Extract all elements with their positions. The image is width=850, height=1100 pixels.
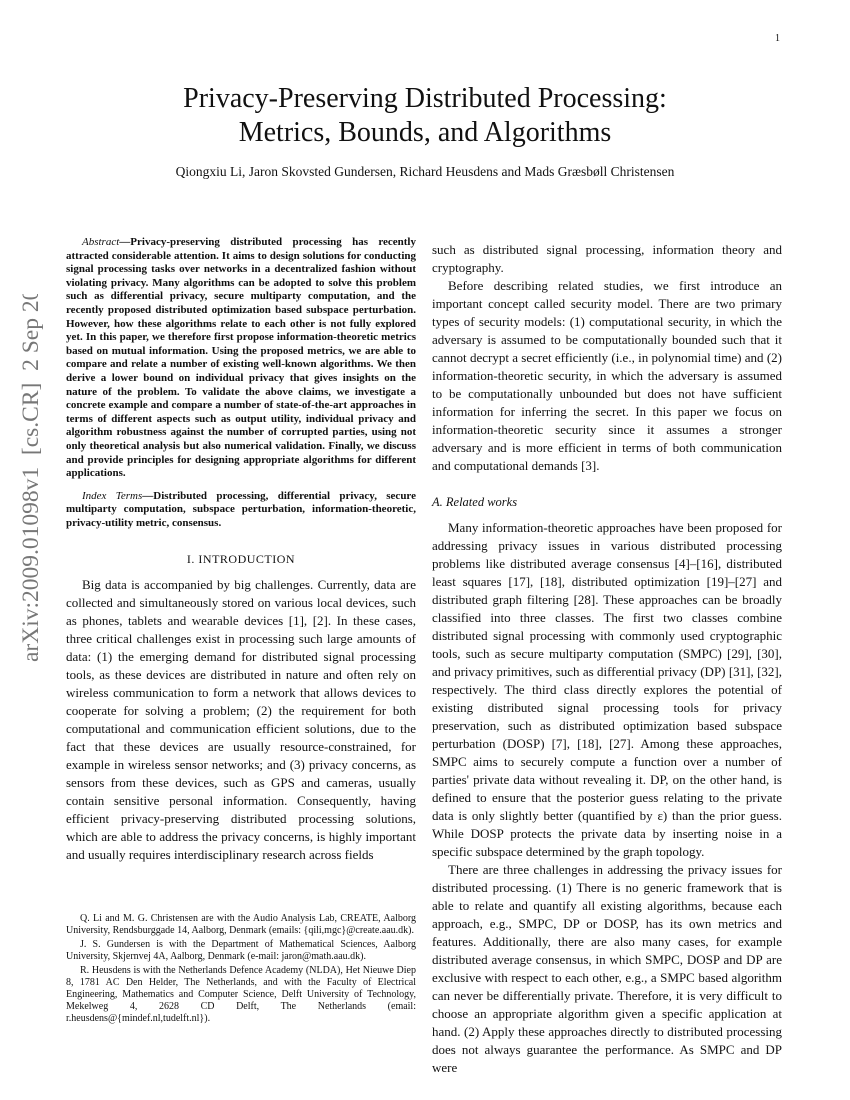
footnote-heusdens: R. Heusdens is with the Netherlands Defence Academy (NLDA), Het Nieuwe Diep 8, 1781 AC Den Helder, The Netherlands, and with the Faculty of Electrical Engineering, Mathematics and Computer Science, Delft University of Technology, Mekelweg 4, 2628 CD Delft, The Netherlands (email: r.heusdens@{mindef.nl,tudelft.nl}). (66, 965, 416, 1024)
footnote-li-christensen: Q. Li and M. G. Christensen are with the Audio Analysis Lab, CREATE, Aalborg University, Rendsburggade 14, Aalborg, Denmark (emails: {qili,mgc}@create.aau.dk). (66, 913, 416, 936)
intro-continuation-paragraph: such as distributed signal processing, information theory and cryptography. (432, 242, 782, 275)
index-terms (66, 490, 416, 531)
arxiv-stamp-text: arXiv:2009.01098v1 [cs.CR] 2 Sep 2020 (18, 294, 44, 662)
challenges-paragraph: There are three challenges in addressing the privacy issues for distributed processing. (1) There is no generic framework that is able to relate and quantify all existing algorithms, because each approach, e.g., SMPC, DP or DOSP, has its own metrics and features. Additionally, there are also many cases, for example distributed average consensus, in which SMPC, DOSP and DP are exclusive with respect to each other, e.g., a SMPC based algorithm can never be differentially private. Therefore, it is very difficult to choose an appropriate algorithm given a specific application at hand. (2) Apply these approaches directly to distributed processing does not always guarantee the performance. As SMPC and DP were (432, 862, 782, 1075)
security-model-paragraph: Before describing related studies, we first introduce an important concept called security model. There are two primary types of security models: (1) computational security, in which the adversary is assumed to be computationally bounded such that it cannot decrypt a secret efficiently (i.e., in polynomial time) and (2) information-theoretic security, in which the adversary is assumed to be computationally unbounded but does not have sufficient information for inferring the secret. In this paper we focus on information-theoretic security since it assumes a stronger adversary and is more efficient in terms of both communication and computational demands [3]. (432, 278, 782, 473)
author-list: Qiongxiu Li, Jaron Skovsted Gundersen, Richard Heusdens and Mads Græsbøll Christensen (175, 164, 675, 179)
intro-paragraph: Big data is accompanied by big challenges. Currently, data are collected and simultaneously stored on various local devices, such as phones, tablets and wearable devices [1], [2]. In these cases, three critical challenges exist in processing such large amounts of data: (1) the emerging demand for distributed signal processing tools, as these devices are distributed in nature and often rely on wireless communication to form a network that allows devices to cooperate for solving a problem; (2) the requirement for both computational and communication efficient solutions, due to the fact that these devices are usually resource-constrained, for example in wireless sensor networks; and (3) privacy concerns, as sensors from these devices, such as GPS and cameras, usually contain sensitive personal information. Consequently, having efficient privacy-preserving distributed processing solutions, which are able to address the privacy concerns, is highly important and usually requires interdisciplinary research across fields (66, 577, 416, 863)
paper-title (0, 82, 850, 150)
index-terms-label: Index Terms (82, 489, 143, 502)
left-column (66, 236, 416, 864)
abstract-text: —Privacy-preserving distributed processing has recently attracted considerable attention. It aims to design solutions for conducting signal processing tasks over networks in a decentralized fashion without violating privacy. Many algorithms can be adopted to solve this problem such as differential privacy, secure multiparty computation, and the recently proposed distributed optimization based subspace perturbation. However, how these algorithms relate to each other is not fully explored yet. In this paper, we therefore first propose information-theoretic metrics based on mutual information. Using the proposed metrics, we are able to compare and relate a number of existing well-known algorithms. We then derive a lower bound on individual privacy that gives insights on the nature of the problem. To validate the above claims, we investigate a concrete example and compare a number of state-of-the-art approaches in terms of different aspects such as output utility, individual privacy and algorithm robustness against the number of corrupted parties, using not only theoretical analysis but also numerical validation. Finally, we discuss and provide principles for designing appropriate algorithms for different applications. (66, 236, 416, 480)
section-heading-introduction: I. INTRODUCTION (186, 552, 296, 567)
subsection-heading-related-works: A. Related works (432, 495, 518, 509)
index-terms-text: —Distributed processing, differential privacy, secure multiparty computation, subspace perturbation, information-theoretic, privacy-utility metric, consensus. (66, 489, 416, 529)
arxiv-stamp (6, 294, 50, 664)
title-line-2: Metrics, Bounds, and Algorithms (238, 117, 612, 148)
abstract-label: Abstract (82, 236, 120, 248)
abstract (66, 236, 416, 481)
footnotes (66, 913, 416, 1027)
footnote-gundersen: J. S. Gundersen is with the Department of Mathematical Sciences, Aalborg University, Skjernvej 4A, Aalborg, Denmark (e-mail: jaron@math.aau.dk). (66, 939, 416, 962)
title-line-1: Privacy-Preserving Distributed Processing: (183, 83, 667, 114)
page-number: 1 (775, 33, 780, 44)
right-column (432, 241, 782, 1077)
related-works-paragraph: Many information-theoretic approaches have been proposed for addressing privacy issues in various distributed processing problems like distributed average consensus [4]–[16], distributed least squares [17], [18], distributed optimization [19]–[27] and distributed graph filtering [28]. These approaches can be broadly classified into three classes. The first two classes combine distributed signal processing with commonly used cryptographic tools, such as secure multiparty computation (SMPC) [29], [30], and privacy primitives, such as differential privacy (DP) [31], [32], respectively. The third class directly explores the potential of existing distributed signal processing tools for privacy preservation, such as distributed optimization based subspace perturbation (DOSP) [7], [18], [27]. Among these approaches, SMPC aims to securely compute a function over a number of parties' private data without revealing it. DP, on the other hand, is defined to ensure that the posterior guess relating to the private data is only slightly better (quantified by ε) than the prior guess. While DOSP protects the private data by inserting noise in a specific subspace determined by the graph topology. (432, 520, 782, 859)
